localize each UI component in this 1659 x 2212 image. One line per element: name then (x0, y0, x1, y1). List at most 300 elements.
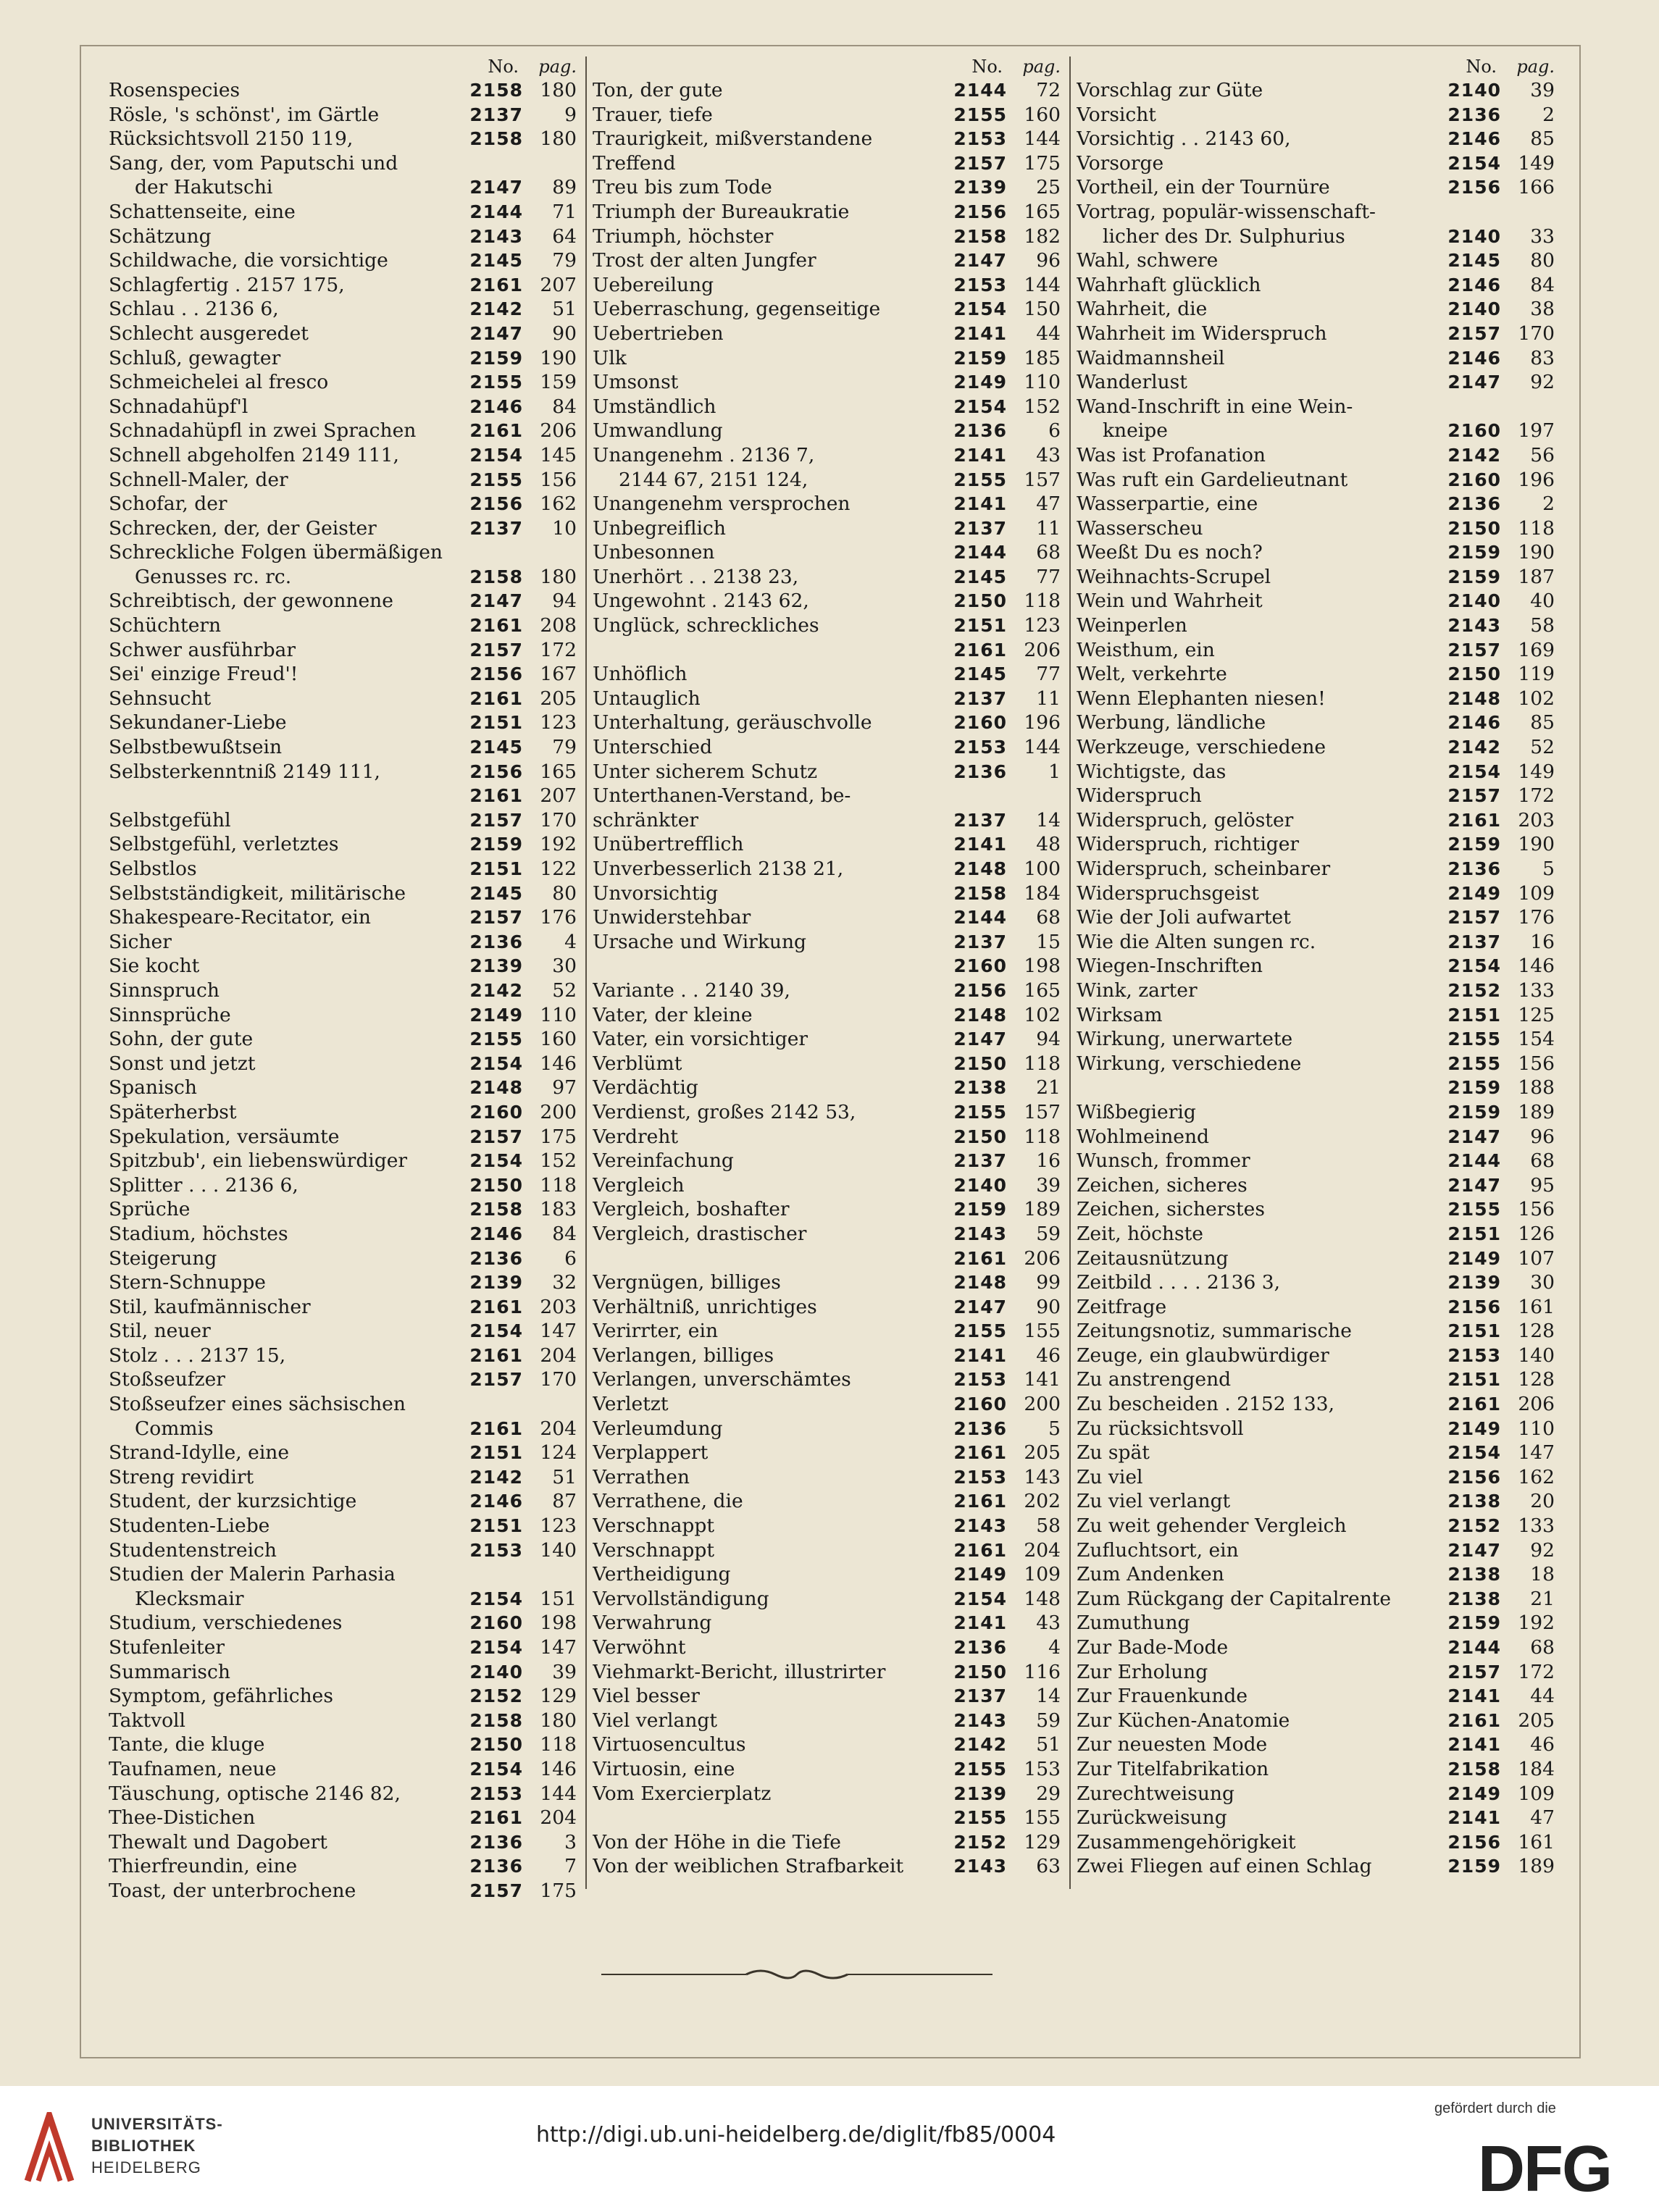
page-number: 96 (1036, 249, 1061, 272)
issue-number: 2159 (1447, 1077, 1501, 1099)
page-number: 21 (1530, 1587, 1555, 1610)
page-number: 175 (1024, 151, 1061, 175)
issue-number: 2157 (469, 809, 523, 831)
entry-label: Spekulation, versäumte (109, 1125, 340, 1148)
entry-label: Verschnappt (593, 1538, 715, 1562)
index-entry (109, 1392, 580, 1417)
entry-label: Vergleich, drastischer (593, 1222, 807, 1245)
issue-number: 2136 (1447, 858, 1501, 879)
issue-number: 2161 (469, 785, 523, 807)
index-entry (109, 1076, 580, 1100)
index-entry (593, 954, 1063, 979)
entry-label: Treu bis zum Tode (593, 176, 772, 199)
entry-label: Unterthanen-Verstand, be- (593, 784, 851, 808)
index-entry (593, 589, 1063, 613)
index-entry (1077, 1562, 1558, 1587)
issue-number: 2149 (1447, 1247, 1501, 1269)
page-number: 206 (1024, 1247, 1061, 1270)
entry-label: Verirrter, ein (593, 1320, 719, 1343)
index-entry (1077, 784, 1558, 808)
entry-label: Treffend (593, 151, 676, 175)
entry-label: Werbung, ländliche (1077, 711, 1266, 734)
index-entry (1077, 175, 1558, 200)
page-number: 109 (1518, 1782, 1555, 1805)
entry-label: Zeichen, sicherstes (1077, 1198, 1265, 1221)
index-entry (1077, 1489, 1558, 1514)
page-number: 159 (540, 371, 577, 394)
page-number: 176 (540, 906, 577, 929)
page-number: 80 (1530, 249, 1555, 272)
entry-label: Weihnachts-Scrupel (1077, 565, 1271, 588)
entry-label: Verdächtig (593, 1076, 698, 1099)
page-number: 119 (1518, 663, 1555, 686)
page-number: 189 (1518, 1855, 1555, 1878)
issue-number: 2155 (1447, 1029, 1501, 1050)
page-number: 47 (1530, 1806, 1555, 1830)
index-entry (593, 638, 1063, 663)
entry-label: Unglück, schreckliches (593, 614, 819, 637)
issue-number: 2156 (469, 761, 523, 782)
entry-label: schränkter (593, 808, 699, 831)
issue-number: 2147 (469, 590, 523, 612)
index-entry (1077, 954, 1558, 979)
index-entry (593, 930, 1063, 955)
page-number: 97 (552, 1076, 577, 1099)
page-number: 47 (1036, 493, 1061, 516)
entry-label: Stern-Schnuppe (109, 1271, 266, 1294)
page-number: 147 (540, 1320, 577, 1343)
page-number: 166 (1518, 176, 1555, 199)
index-entry (1077, 613, 1558, 638)
index-entry (593, 1125, 1063, 1149)
page-number: 11 (1036, 516, 1061, 540)
entry-label: Umsonst (593, 371, 679, 394)
index-entry (1077, 1222, 1558, 1247)
page-number: 18 (1530, 1563, 1555, 1586)
index-entry (1077, 808, 1558, 833)
index-entry (109, 1611, 580, 1635)
entry-label: Ungewohnt . 2143 62, (593, 590, 809, 613)
entry-label: Widerspruch, gelöster (1077, 808, 1294, 831)
page-number: 39 (1036, 1173, 1061, 1197)
entry-label: Späterherbst (109, 1100, 237, 1123)
issue-number: 2158 (953, 882, 1007, 904)
page-number: 52 (1530, 736, 1555, 759)
page-number: 180 (540, 1709, 577, 1732)
page-number: 68 (1530, 1636, 1555, 1659)
index-entry (109, 395, 580, 419)
issue-number: 2153 (1447, 1344, 1501, 1366)
index-entry (593, 1660, 1063, 1685)
index-entry (593, 735, 1063, 760)
issue-number: 2153 (469, 1539, 523, 1561)
index-entry (109, 346, 580, 371)
page-number: 4 (564, 930, 577, 953)
page-number: 56 (1530, 443, 1555, 466)
issue-number: 2144 (1447, 1637, 1501, 1658)
page-number: 39 (1530, 79, 1555, 101)
index-entry (109, 151, 580, 176)
page-number: 143 (1024, 1465, 1061, 1488)
entry-label: Sang, der, vom Paputschi und (109, 151, 398, 175)
dfg-logo[interactable]: DFG (1478, 2133, 1611, 2205)
issue-number: 2157 (1447, 907, 1501, 929)
index-entry (593, 1709, 1063, 1733)
issue-number: 2140 (1447, 225, 1501, 247)
issue-number: 2153 (953, 737, 1007, 758)
index-entry (109, 1222, 580, 1247)
page-number: 21 (1036, 1076, 1061, 1099)
page-number: 204 (540, 1417, 577, 1440)
index-entry (593, 1806, 1063, 1830)
entry-label: Stil, kaufmännischer (109, 1295, 311, 1318)
issue-number: 2160 (953, 712, 1007, 734)
entry-label: Vergnügen, billiges (593, 1271, 781, 1294)
index-entry (1077, 1830, 1558, 1855)
index-entry (593, 127, 1063, 151)
entry-label: Zumuthung (1077, 1612, 1190, 1635)
issue-number: 2136 (953, 1417, 1007, 1439)
page-number: 128 (1518, 1320, 1555, 1343)
university-library-logo[interactable] (14, 2109, 232, 2189)
issue-number: 2142 (469, 298, 523, 320)
index-entry (1077, 1197, 1558, 1222)
permalink-url[interactable]: http://digi.ub.uni-heidelberg.de/diglit/fb85/0004 (536, 2122, 1056, 2148)
page-number: 46 (1530, 1733, 1555, 1756)
index-entry (593, 1197, 1063, 1222)
issue-number: 2161 (953, 639, 1007, 661)
index-entry (1077, 1465, 1558, 1490)
issue-number: 2158 (469, 80, 523, 101)
entry-label: Shakespeare-Recitator, ein (109, 906, 371, 929)
index-entry (593, 1173, 1063, 1198)
page-number: 43 (1036, 443, 1061, 466)
entry-label: Zur Küchen-Anatomie (1077, 1709, 1290, 1732)
page-number: 175 (540, 1125, 577, 1148)
issue-number: 2159 (1447, 542, 1501, 564)
entry-label: Schildwache, die vorsichtige (109, 249, 388, 272)
issue-number: 2145 (469, 737, 523, 758)
page-number: 183 (540, 1198, 577, 1221)
index-entry (593, 1465, 1063, 1490)
page-number: 11 (1036, 687, 1061, 710)
entry-label: Von der weiblichen Strafbarkeit (593, 1855, 904, 1878)
issue-number: 2160 (1447, 469, 1501, 490)
issue-number: 2138 (1447, 1564, 1501, 1585)
entry-label: Was ist Profanation (1077, 443, 1266, 466)
page-number: 59 (1036, 1709, 1061, 1732)
index-entry (1077, 492, 1558, 516)
page-number: 68 (1036, 906, 1061, 929)
index-entry (1077, 1125, 1558, 1149)
entry-label: Wahrhaft glücklich (1077, 273, 1261, 296)
issue-number: 2139 (1447, 1272, 1501, 1294)
column-divider (585, 56, 587, 1889)
page-number: 118 (540, 1173, 577, 1197)
issue-number: 2146 (469, 395, 523, 417)
entry-label: Sie kocht (109, 955, 200, 978)
page-number: 187 (1518, 565, 1555, 588)
index-entry (109, 760, 580, 784)
page-number: 147 (1518, 1441, 1555, 1465)
index-entry (593, 1367, 1063, 1392)
page-number: 151 (540, 1587, 577, 1610)
index-entry (109, 248, 580, 273)
index-entry (1077, 1709, 1558, 1733)
index-entry (1077, 1782, 1558, 1806)
issue-number: 2157 (1447, 639, 1501, 661)
index-entry (109, 273, 580, 298)
page-number: 175 (540, 1879, 577, 1902)
entry-label: Vom Exercierplatz (593, 1782, 772, 1805)
index-entry (109, 638, 580, 663)
index-entry (109, 1003, 580, 1028)
index-entry (109, 1052, 580, 1076)
index-entry (109, 1514, 580, 1538)
index-entry (1077, 370, 1558, 395)
index-entry (109, 1344, 580, 1368)
index-entry (593, 1100, 1063, 1125)
entry-label: Zu viel (1077, 1465, 1143, 1488)
entry-label: Vortrag, populär-wissenschaft- (1077, 200, 1376, 223)
index-entry (1077, 1854, 1558, 1879)
issue-number: 2152 (1447, 979, 1501, 1001)
index-entry (593, 1392, 1063, 1417)
issue-number: 2141 (953, 444, 1007, 466)
entry-label: Wenn Elephanten niesen! (1077, 687, 1326, 710)
issue-number: 2154 (953, 1588, 1007, 1609)
entry-label: Schofar, der (109, 493, 227, 516)
index-entry (593, 297, 1063, 322)
entry-label: Verplappert (593, 1441, 709, 1465)
issue-number: 2144 (953, 542, 1007, 564)
page-number: 126 (1518, 1222, 1555, 1245)
entry-label: Viel verlangt (593, 1709, 718, 1732)
entry-label: Zum Andenken (1077, 1563, 1224, 1586)
page-number: 6 (1048, 419, 1061, 443)
page-number: 107 (1518, 1247, 1555, 1270)
issue-number: 2161 (469, 420, 523, 442)
index-entry (1077, 687, 1558, 711)
issue-number: 2151 (469, 858, 523, 879)
issue-number: 2146 (1447, 347, 1501, 369)
issue-number: 2146 (1447, 128, 1501, 150)
page-number: 1 (1048, 760, 1061, 783)
index-entry (593, 1222, 1063, 1247)
issue-number: 2152 (1447, 1515, 1501, 1537)
entry-label: Triumph, höchster (593, 225, 774, 248)
entry-label: Zu weit gehender Vergleich (1077, 1515, 1347, 1538)
page-number: 89 (552, 176, 577, 199)
index-entry (593, 881, 1063, 906)
index-entry (1077, 857, 1558, 881)
entry-label: Ueberraschung, gegenseitige (593, 298, 881, 321)
entry-label: Widerspruch, scheinbarer (1077, 858, 1331, 880)
entry-label: Stolz . . . 2137 15, (109, 1344, 286, 1367)
index-entry (1077, 1392, 1558, 1417)
issue-number: 2140 (1447, 80, 1501, 101)
page-number: 155 (1024, 1806, 1061, 1830)
page-number: 84 (552, 1222, 577, 1245)
page-number: 83 (1530, 346, 1555, 369)
entry-label: Zurechtweisung (1077, 1782, 1234, 1805)
entry-label: Sicher (109, 930, 172, 953)
page-number: 118 (1024, 590, 1061, 613)
page-number: 141 (1024, 1368, 1061, 1391)
index-entry (109, 1100, 580, 1125)
index-entry (593, 1344, 1063, 1368)
page-number: 190 (540, 346, 577, 369)
page-number: 80 (552, 881, 577, 905)
page-number: 63 (1036, 1855, 1061, 1878)
issue-number: 2153 (953, 274, 1007, 296)
page-number: 172 (1518, 1660, 1555, 1683)
page-number: 189 (1024, 1198, 1061, 1221)
issue-number: 2155 (953, 1758, 1007, 1780)
index-entry (109, 1149, 580, 1173)
issue-number: 2156 (469, 663, 523, 685)
issue-number: 2159 (469, 347, 523, 369)
entry-label: Vorsicht (1077, 103, 1156, 126)
entry-label: Taktvoll (109, 1709, 185, 1732)
entry-label: Schlagfertig . 2157 175, (109, 273, 345, 296)
issue-number: 2150 (469, 1174, 523, 1196)
issue-number: 2145 (469, 250, 523, 272)
index-entry (1077, 78, 1558, 103)
page-number: 165 (1024, 200, 1061, 223)
issue-number: 2137 (953, 687, 1007, 709)
issue-number: 2155 (1447, 1199, 1501, 1220)
entry-label: Zur Titelfabrikation (1077, 1757, 1269, 1780)
entry-label: Unangenehm . 2136 7, (593, 443, 815, 466)
page-number: 128 (1518, 1368, 1555, 1391)
page-number: 90 (1036, 1295, 1061, 1318)
index-entry (1077, 443, 1558, 468)
issue-number: 2151 (1447, 1369, 1501, 1391)
page-number: 204 (1024, 1538, 1061, 1562)
index-entry (593, 1270, 1063, 1295)
issue-number: 2154 (1447, 955, 1501, 977)
page-number: 6 (564, 1247, 577, 1270)
page-number: 206 (1024, 638, 1061, 661)
page-number: 180 (540, 79, 577, 101)
entry-label: Ursache und Wirkung (593, 930, 807, 953)
page-number: 3 (564, 1830, 577, 1853)
entry-label: Wanderlust (1077, 371, 1187, 394)
page-number: 162 (540, 493, 577, 516)
issue-number: 2149 (469, 1004, 523, 1026)
index-entry (109, 1197, 580, 1222)
issue-number: 2144 (953, 80, 1007, 101)
issue-number: 2161 (953, 1539, 1007, 1561)
page-number: 192 (540, 833, 577, 856)
index-entry (593, 905, 1063, 930)
library-name (91, 2113, 223, 2179)
index-entry (1077, 1270, 1558, 1295)
entry-label: Weeßt Du es noch? (1077, 541, 1263, 564)
entry-label: Zu anstrengend (1077, 1368, 1232, 1391)
issue-number: 2141 (953, 834, 1007, 855)
page-number: 118 (1024, 1052, 1061, 1075)
index-column-3 (1077, 56, 1558, 1911)
entry-label: Schreibtisch, der gewonnene (109, 590, 393, 613)
page-number: 155 (1024, 1320, 1061, 1343)
issue-number: 2151 (1447, 1223, 1501, 1244)
issue-number: 2142 (1447, 444, 1501, 466)
entry-label: Zu rücksichtsvoll (1077, 1417, 1244, 1440)
issue-number: 2144 (1447, 1150, 1501, 1172)
entry-label: Schnell abgeholfen 2149 111, (109, 443, 399, 466)
entry-label: Verrathen (593, 1465, 690, 1488)
page-number: 152 (540, 1149, 577, 1173)
issue-number: 2159 (953, 347, 1007, 369)
issue-number: 2147 (953, 1296, 1007, 1317)
entry-label: Taufnamen, neue (109, 1757, 277, 1780)
issue-number: 2156 (1447, 1831, 1501, 1853)
entry-label: Verrathene, die (593, 1490, 743, 1513)
issue-number: 2146 (469, 1491, 523, 1512)
funder-label: gefördert durch die (1434, 2100, 1556, 2116)
entry-label: Schlecht ausgeredet (109, 322, 309, 345)
entry-label: Von der Höhe in die Tiefe (593, 1830, 841, 1853)
issue-number: 2158 (469, 1709, 523, 1731)
page-number: 40 (1530, 590, 1555, 613)
page-number: 204 (540, 1806, 577, 1830)
entry-label: Verletzt (593, 1393, 669, 1416)
no-header: No. (488, 56, 519, 77)
page-number: 51 (552, 298, 577, 321)
issue-number: 2151 (469, 1442, 523, 1464)
issue-number: 2151 (953, 615, 1007, 637)
page-number: 59 (1036, 1222, 1061, 1245)
entry-label: Vorsorge (1077, 151, 1164, 175)
index-entry (109, 662, 580, 687)
index-entry (1077, 711, 1558, 735)
entry-label: Schnadahüpfl in zwei Sprachen (109, 419, 417, 443)
index-entry (1077, 225, 1558, 249)
entry-label: Wirksam (1077, 1003, 1163, 1026)
index-entry (109, 832, 580, 857)
page-number: 77 (1036, 565, 1061, 588)
page-number: 146 (540, 1052, 577, 1075)
index-entry (109, 370, 580, 395)
page-number: 2 (1542, 493, 1555, 516)
entry-label: Traurigkeit, mißverstandene (593, 127, 873, 151)
page-number: 205 (540, 687, 577, 710)
index-entry (593, 1052, 1063, 1076)
page-number: 157 (1024, 468, 1061, 491)
issue-number: 2144 (953, 907, 1007, 929)
entry-label: Zufluchtsort, ein (1077, 1538, 1239, 1562)
issue-number: 2136 (1447, 104, 1501, 125)
page-number: 202 (1024, 1490, 1061, 1513)
issue-number: 2155 (953, 1320, 1007, 1342)
entry-label: Wohlmeinend (1077, 1125, 1210, 1148)
issue-number: 2157 (1447, 785, 1501, 807)
entry-label: Verhältniß, unrichtiges (593, 1295, 817, 1318)
page-number: 169 (1518, 638, 1555, 661)
index-entry (109, 1830, 580, 1855)
page-number: 15 (1036, 930, 1061, 953)
index-entry (1077, 979, 1558, 1003)
index-entry (593, 1757, 1063, 1782)
entry-label: Klecksmair (135, 1587, 244, 1610)
index-entry (109, 540, 580, 565)
page-number: 110 (1518, 1417, 1555, 1440)
index-entry (109, 1806, 580, 1830)
index-entry (109, 1173, 580, 1198)
issue-number: 2149 (953, 1564, 1007, 1585)
